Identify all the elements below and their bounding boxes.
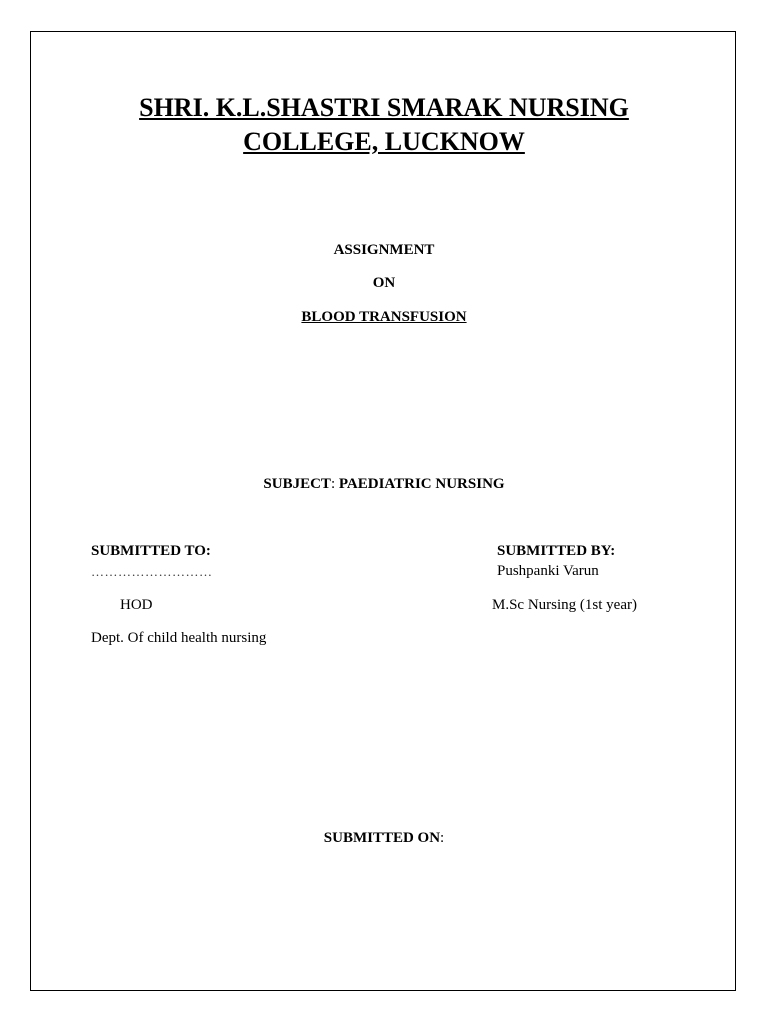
submitted-by-label: SUBMITTED BY: — [497, 543, 616, 559]
subject-label: SUBJECT — [263, 476, 331, 492]
college-title-line1: SHRI. K.L.SHASTRI SMARAK NURSING — [139, 93, 629, 122]
assignment-label: ASSIGNMENT — [333, 242, 435, 258]
college-title-line2: COLLEGE, LUCKNOW — [243, 127, 525, 156]
submitted-to-dept: Dept. Of child health nursing — [91, 630, 267, 646]
assignment-on: ON — [372, 275, 396, 291]
submitted-on-line: SUBMITTED ON: — [323, 830, 445, 846]
assignment-topic: BLOOD TRANSFUSION — [301, 309, 467, 325]
submitted-by-name: Pushpanki Varun — [497, 563, 599, 579]
submitted-by-course: M.Sc Nursing (1st year) — [492, 597, 637, 613]
submitted-to-dots: ……………………… — [91, 564, 213, 579]
submitted-on-label: SUBMITTED ON — [323, 830, 441, 846]
page-border — [30, 31, 736, 991]
submitted-to-role: HOD — [120, 597, 153, 613]
submitted-to-label: SUBMITTED TO: — [91, 543, 211, 559]
subject-value: PAEDIATRIC NURSING — [338, 476, 505, 492]
subject-line: SUBJECT: PAEDIATRIC NURSING — [263, 476, 505, 492]
